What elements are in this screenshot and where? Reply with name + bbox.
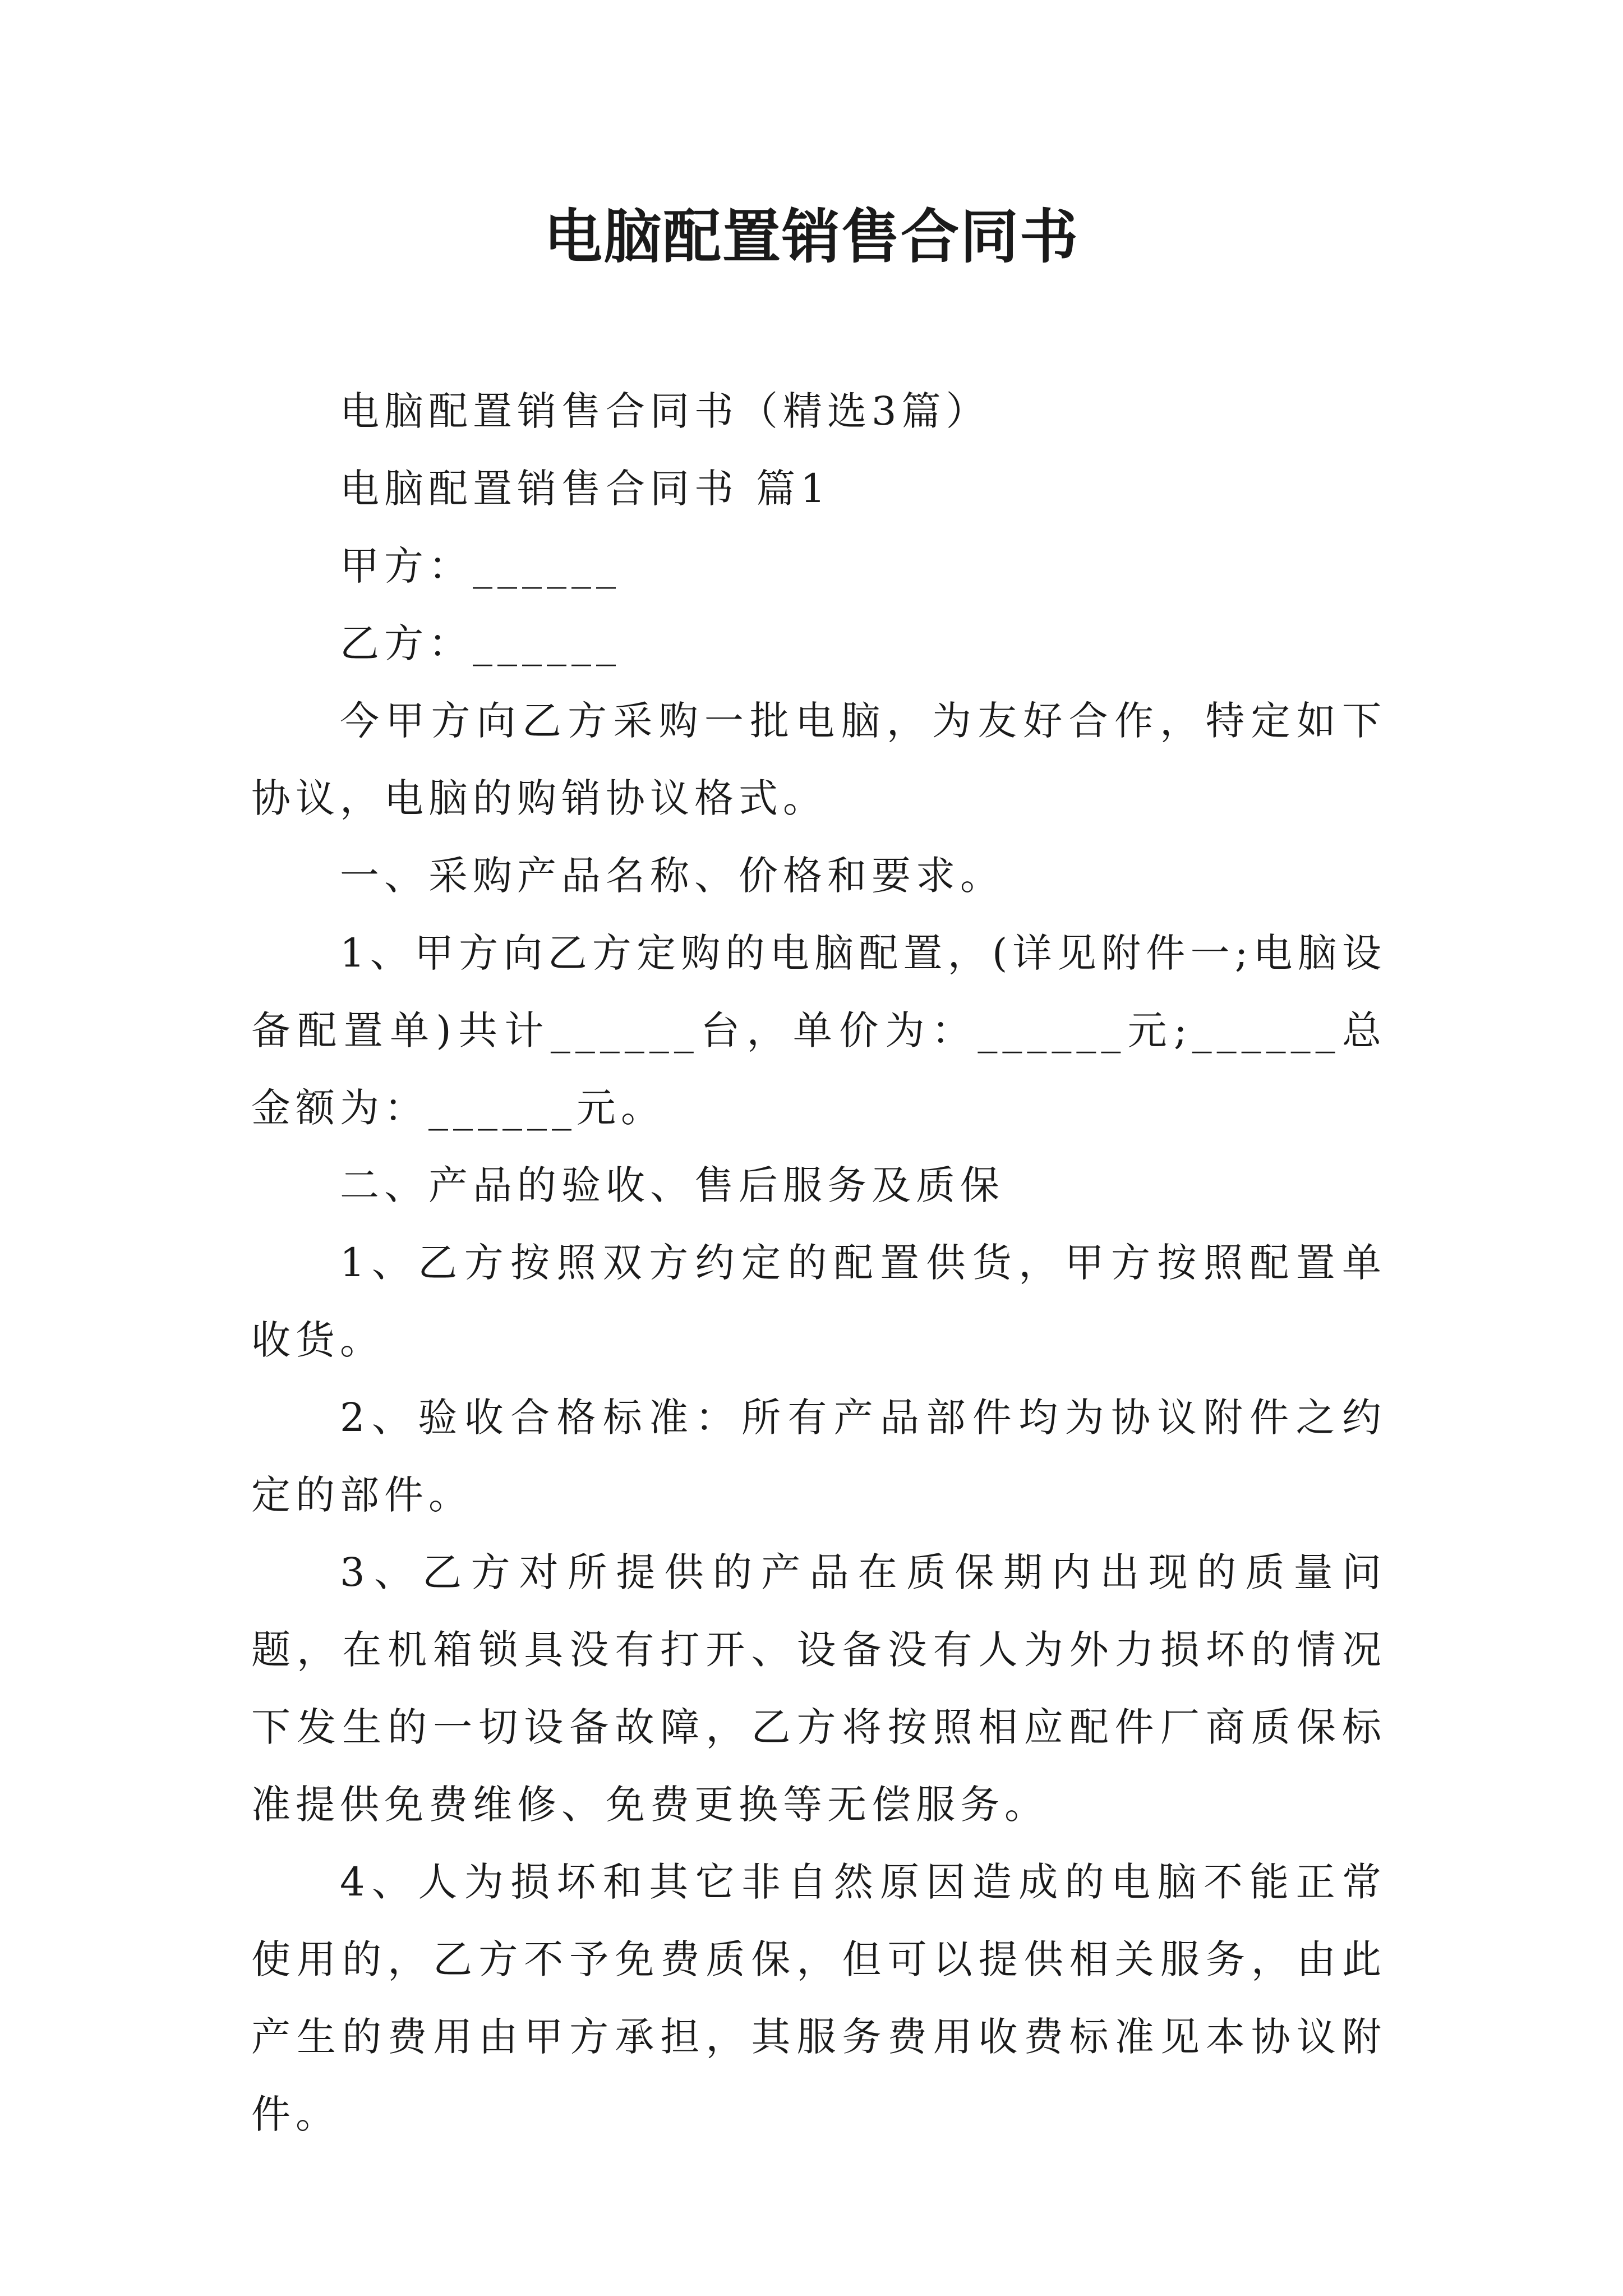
paragraph: 2、验收合格标准：所有产品部件均为协议附件之约定的部件。 bbox=[251, 1395, 1386, 1518]
paragraph: 1、乙方按照双方约定的配置供货，甲方按照配置单收货。 bbox=[251, 1240, 1386, 1363]
paragraph: 一、采购产品名称、价格和要求。 bbox=[340, 853, 1004, 899]
document-title: 电脑配置销售合同书 bbox=[543, 202, 1079, 271]
paragraph: 甲方：______ bbox=[340, 543, 621, 589]
paragraph: 电脑配置销售合同书 篇1 bbox=[340, 466, 831, 512]
paragraph: 二、产品的验收、售后服务及质保 bbox=[340, 1162, 1004, 1208]
paragraph: 1、甲方向乙方定购的电脑配置，(详见附件一;电脑设备配置单)共计______台，单价为：______元;______总金额为：______元。 bbox=[251, 930, 1386, 1131]
paragraph: 今甲方向乙方采购一批电脑，为友好合作，特定如下协议，电脑的购销协议格式。 bbox=[251, 698, 1386, 821]
paragraph: 4、人为损坏和其它非自然原因造成的电脑不能正常使用的，乙方不予免费质保，但可以提供相关服务，由此产生的费用由甲方承担，其服务费用收费标准见本协议附件。 bbox=[251, 1859, 1386, 2137]
paragraph: 3、乙方对所提供的产品在质保期内出现的质量问题，在机箱锁具没有打开、设备没有人为外力损坏的情况下发生的一切设备故障，乙方将按照相应配件厂商质保标准提供免费维修、免费更换等无偿服务。 bbox=[251, 1549, 1386, 1828]
paragraph: 电脑配置销售合同书（精选3篇） bbox=[340, 388, 990, 434]
document-body bbox=[251, 372, 1386, 2153]
paragraph: 乙方：______ bbox=[340, 620, 621, 666]
